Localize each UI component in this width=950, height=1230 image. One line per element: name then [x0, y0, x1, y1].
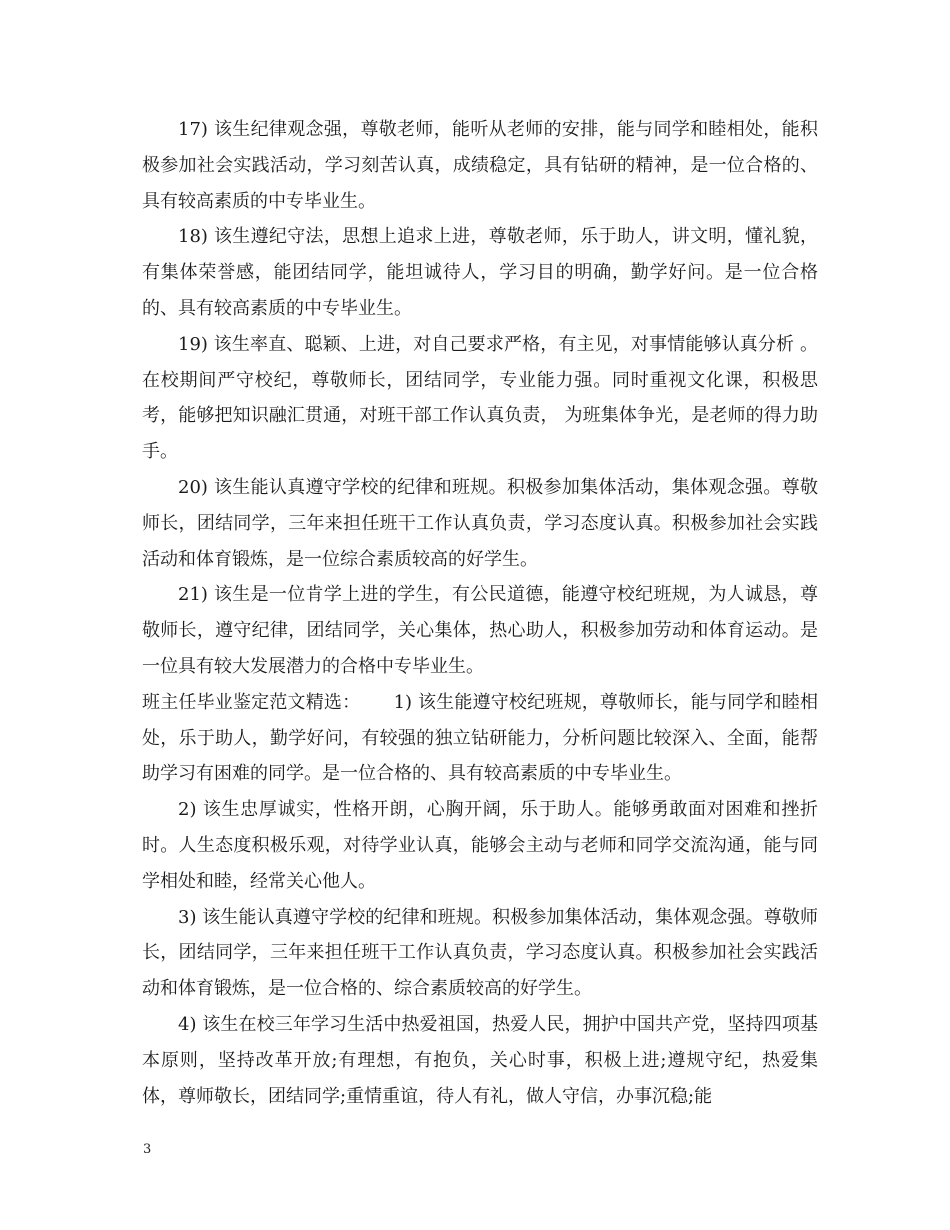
paragraph-18: 18) 该生遵纪守法，思想上追求上进，尊敬老师，乐于助人，讲文明，懂礼貌，有集体荣誉感，能团结同学，能坦诚待人，学习目的明确，勤学好问。是一位合格的、具有较高素质的中专毕业生。	[142, 226, 818, 319]
paragraph-19: 19) 该生率直、聪颖、上进，对自己要求严格，有主见，对事情能够认真分析 。在校期间严守校纪，尊敬师长，团结同学，专业能力强。同时重视文化课，积极思考，能够把知识融汇贯通，对班干部工作认真负责， 为班集体争光，是老师的得力助手。	[142, 333, 818, 463]
page-number: 3	[143, 1142, 152, 1157]
paragraph-21: 21) 该生是一位肯学上进的学生，有公民道德，能遵守校纪班规，为人诚恳，尊敬师长，遵守纪律，团结同学，关心集体，热心助人，积极参加劳动和体育运动。是一位具有较大发展潜力的合格中专毕业生。	[142, 584, 818, 677]
section-heading-paragraph-1: 班主任毕业鉴定范文精选： 1) 该生能遵守校纪班规，尊敬师长，能与同学和睦相处，乐于助人，勤学好问，有较强的独立钻研能力，分析问题比较深入、全面，能帮助学习有困难的同学。是一位合格的、具有较高素质的中专毕业生。	[142, 691, 818, 785]
paragraph-2: 2) 该生忠厚诚实，性格开朗，心胸开阔，乐于助人。能够勇敢面对困难和挫折时。人生态度积极乐观，对待学业认真，能够会主动与老师和同学交流沟通，能与同学相处和睦，经常关心他人。	[142, 799, 818, 892]
paragraph-20: 20) 该生能认真遵守学校的纪律和班规。积极参加集体活动，集体观念强。尊敬师长，团结同学，三年来担任班干工作认真负责，学习态度认真。积极参加社会实践活动和体育锻炼，是一位综合素质较高的好学生。	[142, 476, 818, 570]
paragraph-3: 3) 该生能认真遵守学校的纪律和班规。积极参加集体活动，集体观念强。尊敬师长，团结同学，三年来担任班干工作认真负责，学习态度认真。积极参加社会实践活动和体育锻炼，是一位合格的、综合素质较高的好学生。	[142, 906, 818, 1000]
paragraph-17: 17) 该生纪律观念强，尊敬老师，能听从老师的安排，能与同学和睦相处，能积极参加社会实践活动，学习刻苦认真，成绩稳定，具有钻研的精神，是一位合格的、具有较高素质的中专毕业生。	[142, 119, 818, 212]
paragraph-4: 4) 该生在校三年学习生活中热爱祖国，热爱人民，拥护中国共产党，坚持四项基本原则，坚持改革开放;有理想，有抱负，关心时事，积极上进;遵规守纪，热爱集体，尊师敬长，团结同学;重情重谊，待人有礼，做人守信，办事沉稳;能	[142, 1013, 818, 1107]
document-body	[142, 112, 818, 1114]
